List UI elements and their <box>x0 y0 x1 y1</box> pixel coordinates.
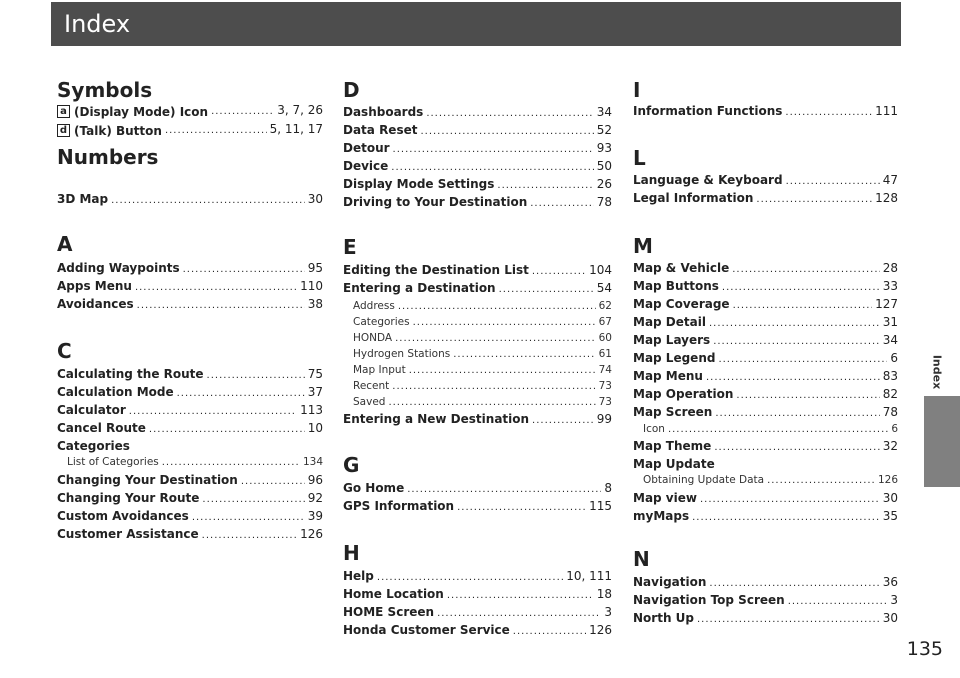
entry-term-text: myMaps <box>633 509 690 523</box>
leader-dots <box>457 499 586 517</box>
section-heading: A <box>57 232 73 256</box>
index-entry[interactable] <box>343 479 612 497</box>
entry-term-text: Saved <box>353 396 386 408</box>
index-entry[interactable] <box>57 120 323 138</box>
index-entry[interactable] <box>343 567 612 585</box>
entry-term <box>57 471 238 489</box>
entry-pages[interactable]: 18 <box>596 587 612 601</box>
entry-term-text: Adding Waypoints <box>57 261 180 275</box>
entry-pages[interactable]: 6 <box>891 423 898 435</box>
entry-term-text: Editing the Destination List <box>343 263 529 277</box>
index-entry[interactable] <box>57 419 323 437</box>
entry-term-text: Calculating the Route <box>57 367 204 381</box>
entry-pages[interactable]: 82 <box>882 387 898 401</box>
leader-dots <box>767 472 875 490</box>
entry-term <box>57 122 162 140</box>
entry-term <box>633 102 782 120</box>
entry-term-text: Map Menu <box>633 369 703 383</box>
entry-pages[interactable]: 128 <box>875 191 898 205</box>
entry-pages[interactable]: 73 <box>598 396 612 408</box>
entry-term <box>343 193 527 211</box>
index-entry[interactable] <box>57 365 323 383</box>
entry-term-text: Changing Your Route <box>57 491 200 505</box>
entry-pages[interactable]: 28 <box>882 261 898 275</box>
entry-term-text: Cancel Route <box>57 421 146 435</box>
entry-pages[interactable]: 47 <box>882 173 898 187</box>
entry-term <box>57 525 199 543</box>
entry-term <box>633 507 689 525</box>
index-entry[interactable] <box>343 410 612 428</box>
entry-term-text: Honda Customer Service <box>343 623 510 637</box>
entry-pages[interactable]: 74 <box>598 364 612 376</box>
leader-dots <box>202 527 297 545</box>
entry-term-text: (Talk) Button <box>74 123 162 138</box>
entry-term-text: Map view <box>633 491 697 505</box>
entry-term-text: Changing Your Destination <box>57 473 238 487</box>
index-entry[interactable] <box>57 401 323 419</box>
entry-pages[interactable]: 30 <box>882 611 898 625</box>
entry-term <box>633 609 694 627</box>
entry-pages[interactable]: 93 <box>596 141 612 155</box>
index-entry[interactable] <box>633 609 898 627</box>
entry-term <box>343 410 529 428</box>
index-entry[interactable] <box>343 121 612 139</box>
entry-term <box>57 277 132 295</box>
entry-term-text: Address <box>353 300 395 312</box>
entry-term <box>57 259 180 277</box>
index-entry[interactable] <box>343 603 612 621</box>
entry-pages[interactable]: 35 <box>882 509 898 523</box>
index-subentry[interactable] <box>643 420 898 438</box>
entry-pages[interactable]: 54 <box>596 281 612 295</box>
entry-term-text: Map Theme <box>633 439 712 453</box>
entry-term <box>343 121 417 139</box>
entry-term-text: HONDA <box>353 332 393 344</box>
entry-term-text: Language & Keyboard <box>633 173 783 187</box>
entry-pages[interactable]: 3 <box>890 593 898 607</box>
entry-term <box>633 489 697 507</box>
index-entry[interactable] <box>633 437 898 455</box>
entry-term-text: Map & Vehicle <box>633 261 730 275</box>
index-entry[interactable] <box>633 489 898 507</box>
index-entry[interactable] <box>343 261 612 279</box>
entry-term <box>343 139 390 157</box>
entry-pages[interactable]: 73 <box>598 380 612 392</box>
index-entry[interactable] <box>343 103 612 121</box>
entry-pages[interactable]: 8 <box>604 481 612 495</box>
entry-pages[interactable]: 75 <box>307 367 323 381</box>
entry-term-text: Help <box>343 569 374 583</box>
entry-term-text: Navigation Top Screen <box>633 593 785 607</box>
entry-term <box>633 189 753 207</box>
entry-pages[interactable]: 36 <box>882 575 898 589</box>
index-entry[interactable] <box>633 189 898 207</box>
entry-pages[interactable]: 38 <box>307 297 323 311</box>
entry-term-text: Detour <box>343 141 390 155</box>
entry-term-text: Map Screen <box>633 405 713 419</box>
index-entry[interactable] <box>57 383 323 401</box>
entry-term-text: Map Detail <box>633 315 706 329</box>
entry-term <box>57 401 126 419</box>
index-entry[interactable] <box>633 507 898 525</box>
entry-pages[interactable]: 34 <box>596 105 612 119</box>
entry-term <box>633 385 733 403</box>
index-entry[interactable] <box>57 295 323 313</box>
index-entry[interactable] <box>633 277 898 295</box>
index-entry[interactable] <box>57 489 323 507</box>
entry-term <box>343 479 404 497</box>
entry-term-text: Map Input <box>353 364 406 376</box>
index-entry[interactable] <box>57 190 323 208</box>
leader-dots <box>162 454 300 472</box>
index-subentry[interactable] <box>643 471 898 489</box>
entry-pages[interactable]: 104 <box>589 263 612 277</box>
entry-term-text: Entering a Destination <box>343 281 496 295</box>
entry-term <box>67 453 159 471</box>
entry-pages[interactable]: 26 <box>596 177 612 191</box>
section-heading: Symbols <box>57 78 153 102</box>
entry-term <box>633 437 711 455</box>
entry-term-text: Calculator <box>57 403 126 417</box>
entry-term <box>633 573 706 591</box>
side-tab <box>924 396 960 487</box>
index-entry[interactable] <box>633 259 898 277</box>
index-subentry[interactable] <box>353 393 612 411</box>
entry-term <box>643 420 665 438</box>
entry-pages[interactable]: 111 <box>875 104 898 118</box>
entry-term-text: (Display Mode) Icon <box>74 104 209 119</box>
entry-term <box>57 190 108 208</box>
entry-pages[interactable]: 83 <box>882 369 898 383</box>
entry-term <box>57 295 134 313</box>
entry-pages[interactable]: 6 <box>890 351 898 365</box>
entry-pages[interactable]: 95 <box>307 261 323 275</box>
index-entry[interactable] <box>57 259 323 277</box>
entry-term-text: Driving to Your Destination <box>343 195 528 209</box>
entry-term-text: Device <box>343 159 389 173</box>
entry-term-text: Information Functions <box>633 104 783 118</box>
index-entry[interactable] <box>633 349 898 367</box>
index-entry[interactable] <box>343 193 612 211</box>
entry-pages[interactable]: 126 <box>300 527 323 541</box>
section-heading: C <box>57 339 72 363</box>
entry-pages[interactable]: 34 <box>882 333 898 347</box>
entry-term-text: Map Coverage <box>633 297 730 311</box>
entry-term <box>633 313 706 331</box>
entry-term-text: Entering a New Destination <box>343 412 530 426</box>
leader-dots <box>785 104 872 122</box>
entry-pages[interactable]: 10, 111 <box>566 569 612 583</box>
index-entry[interactable] <box>633 403 898 421</box>
leader-dots <box>137 297 305 315</box>
index-entry[interactable] <box>633 102 898 120</box>
talk-icon: d <box>57 124 70 137</box>
leader-dots <box>513 623 586 641</box>
leader-dots <box>756 191 872 209</box>
entry-term-text: Display Mode Settings <box>343 177 495 191</box>
entry-pages[interactable]: 78 <box>882 405 898 419</box>
index-entry[interactable] <box>343 279 612 297</box>
entry-pages[interactable]: 50 <box>596 159 612 173</box>
entry-term-text: Data Reset <box>343 123 418 137</box>
section-heading: N <box>633 547 650 571</box>
entry-term <box>633 331 710 349</box>
index-entry[interactable] <box>57 525 323 543</box>
leader-dots <box>165 122 267 140</box>
leader-dots <box>697 611 880 629</box>
entry-pages[interactable]: 31 <box>882 315 898 329</box>
page-title: Index <box>64 10 131 38</box>
entry-term-text: Navigation <box>633 575 707 589</box>
entry-term <box>633 277 719 295</box>
entry-term <box>633 403 712 421</box>
index-entry[interactable] <box>343 175 612 193</box>
entry-term-text: Map Update <box>633 457 715 471</box>
section-heading: D <box>343 78 360 102</box>
entry-term <box>633 295 730 313</box>
entry-term-text: 3D Map <box>57 192 109 206</box>
entry-term-text: HOME Screen <box>343 605 435 619</box>
entry-term-text: List of Categories <box>67 456 159 468</box>
entry-term-text: Icon <box>643 423 665 435</box>
entry-pages[interactable]: 126 <box>589 623 612 637</box>
entry-term-text: Categories <box>353 316 410 328</box>
entry-term <box>343 621 510 639</box>
index-subentry[interactable] <box>67 453 323 471</box>
section-heading: L <box>633 146 646 170</box>
entry-pages[interactable]: 33 <box>882 279 898 293</box>
section-heading: I <box>633 78 641 102</box>
index-entry[interactable] <box>343 157 612 175</box>
section-heading: E <box>343 235 357 259</box>
entry-pages[interactable]: 99 <box>596 412 612 426</box>
entry-term <box>343 157 388 175</box>
entry-pages[interactable]: 67 <box>598 316 612 328</box>
entry-pages[interactable]: 52 <box>596 123 612 137</box>
entry-pages[interactable]: 37 <box>307 385 323 399</box>
entry-term-text: Map Layers <box>633 333 711 347</box>
entry-term-text: Hydrogen Stations <box>353 348 451 360</box>
entry-pages[interactable]: 30 <box>307 192 323 206</box>
index-entry[interactable] <box>633 367 898 385</box>
entry-pages[interactable]: 62 <box>598 300 612 312</box>
index-entry[interactable] <box>633 591 898 609</box>
entry-pages[interactable]: 61 <box>598 348 612 360</box>
entry-term-text: Custom Avoidances <box>57 509 189 523</box>
entry-term-text: Go Home <box>343 481 405 495</box>
index-entry[interactable] <box>343 621 612 639</box>
entry-pages[interactable]: 134 <box>302 456 323 468</box>
leader-dots <box>530 195 593 213</box>
entry-pages[interactable]: 5, 11, 17 <box>269 122 323 136</box>
entry-term-text: Map Buttons <box>633 279 719 293</box>
entry-term-text: Apps Menu <box>57 279 132 293</box>
side-tab-label: Index <box>930 354 944 390</box>
entry-term <box>57 419 146 437</box>
section-heading: G <box>343 453 360 477</box>
entry-term <box>343 567 374 585</box>
entry-pages[interactable]: 113 <box>300 403 323 417</box>
entry-pages[interactable]: 115 <box>589 499 612 513</box>
entry-pages[interactable]: 96 <box>307 473 323 487</box>
entry-term <box>353 393 385 411</box>
entry-term-text: Legal Information <box>633 191 754 205</box>
entry-term-text: North Up <box>633 611 694 625</box>
index-entry[interactable] <box>57 507 323 525</box>
page-number: 135 <box>906 638 943 660</box>
entry-pages[interactable]: 60 <box>598 332 612 344</box>
entry-pages[interactable]: 126 <box>877 474 898 486</box>
entry-term <box>57 365 204 383</box>
entry-term <box>343 603 434 621</box>
index-entry[interactable] <box>343 497 612 515</box>
entry-term-text: Categories <box>57 439 130 453</box>
index-entry[interactable] <box>57 101 323 119</box>
leader-dots <box>111 192 305 210</box>
leader-dots <box>532 412 594 430</box>
entry-pages[interactable]: 3, 7, 26 <box>277 103 323 117</box>
entry-pages[interactable]: 32 <box>882 439 898 453</box>
leader-dots <box>692 509 880 527</box>
entry-term <box>343 103 423 121</box>
index-entry[interactable] <box>343 139 612 157</box>
index-entry[interactable] <box>633 295 898 313</box>
entry-term-text: Dashboards <box>343 105 424 119</box>
entry-term <box>643 471 764 489</box>
index-entry[interactable] <box>57 277 323 295</box>
entry-term <box>343 261 529 279</box>
entry-term-text: Avoidances <box>57 297 134 311</box>
index-entry[interactable] <box>343 585 612 603</box>
entry-pages[interactable]: 10 <box>307 421 323 435</box>
entry-term <box>343 497 454 515</box>
index-entry[interactable] <box>633 573 898 591</box>
entry-term <box>57 383 174 401</box>
entry-term-text: GPS Information <box>343 499 455 513</box>
entry-pages[interactable]: 30 <box>882 491 898 505</box>
entry-term-text: Customer Assistance <box>57 527 199 541</box>
entry-term <box>633 591 785 609</box>
entry-term <box>57 489 199 507</box>
entry-term-text: Map Legend <box>633 351 716 365</box>
entry-term-text: Map Operation <box>633 387 734 401</box>
index-entry[interactable] <box>57 471 323 489</box>
entry-term <box>633 349 715 367</box>
entry-term-text: Recent <box>353 380 390 392</box>
entry-term <box>633 259 729 277</box>
entry-term <box>633 171 783 189</box>
entry-term <box>343 175 494 193</box>
entry-pages[interactable]: 39 <box>307 509 323 523</box>
leader-dots <box>211 103 274 121</box>
index-title-bar <box>51 2 901 46</box>
index-entry[interactable] <box>633 385 898 403</box>
entry-pages[interactable]: 110 <box>300 279 323 293</box>
entry-pages[interactable]: 92 <box>307 491 323 505</box>
entry-term <box>343 585 444 603</box>
entry-term-text: Calculation Mode <box>57 385 174 399</box>
entry-term <box>343 279 496 297</box>
index-entry[interactable] <box>633 331 898 349</box>
entry-pages[interactable]: 3 <box>604 605 612 619</box>
entry-term-text: Obtaining Update Data <box>643 474 765 486</box>
entry-term <box>633 367 703 385</box>
entry-term-text: Home Location <box>343 587 444 601</box>
entry-term <box>57 507 189 525</box>
display-mode-icon: a <box>57 105 70 118</box>
entry-pages[interactable]: 127 <box>875 297 898 311</box>
index-entry[interactable] <box>633 171 898 189</box>
section-heading: Numbers <box>57 145 159 169</box>
section-heading: H <box>343 541 360 565</box>
entry-term <box>57 103 208 121</box>
index-entry[interactable] <box>633 313 898 331</box>
entry-pages[interactable]: 78 <box>596 195 612 209</box>
section-heading: M <box>633 234 653 258</box>
